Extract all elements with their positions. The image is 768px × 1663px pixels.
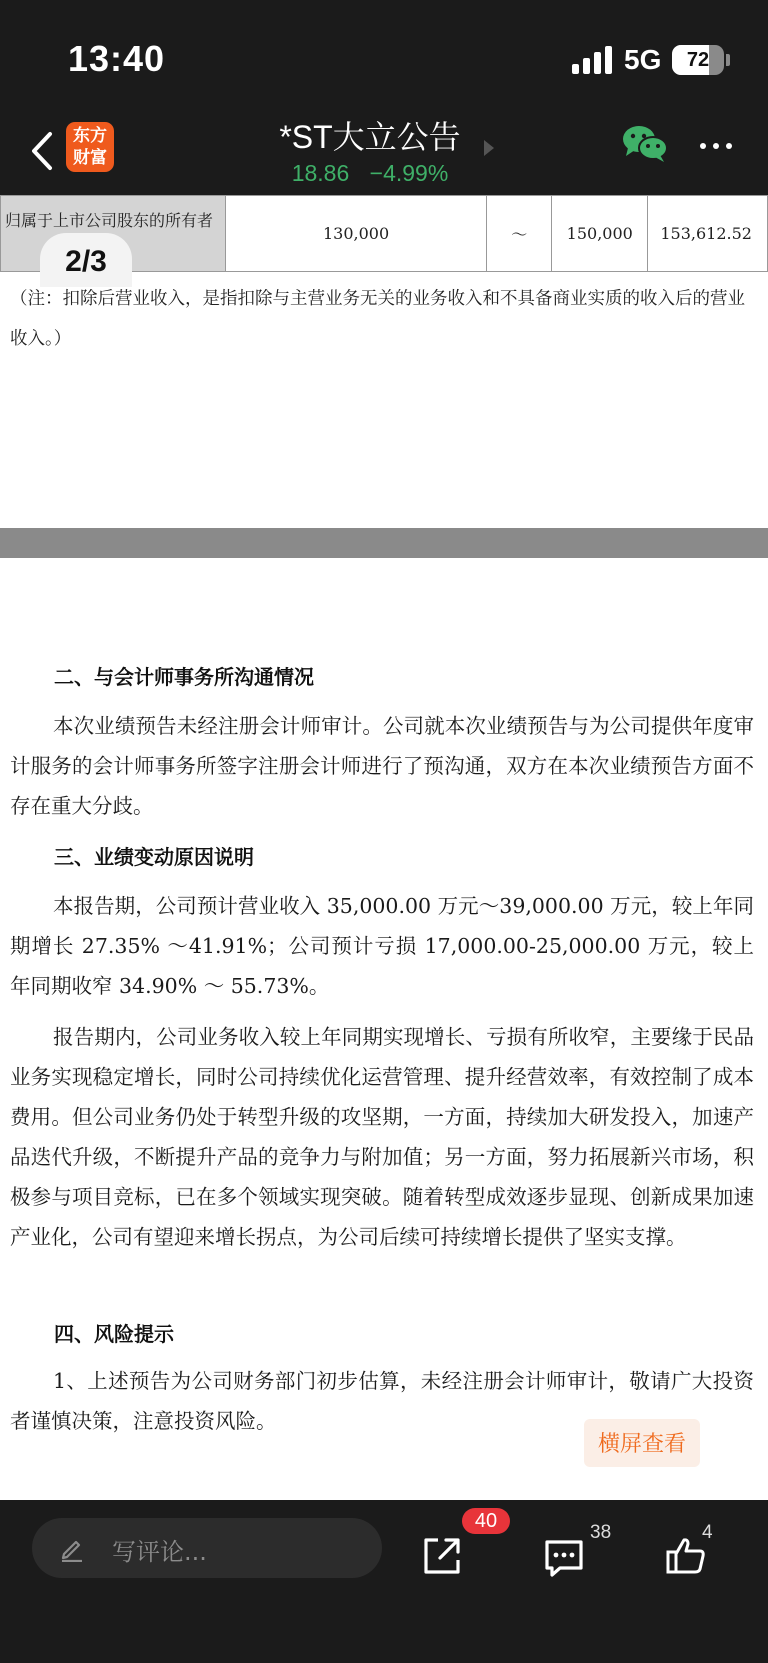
comment-placeholder: 写评论... <box>112 1538 207 1566</box>
table-cell-high: 150,000 <box>552 196 648 272</box>
logo-line-2: 财富 <box>73 148 107 168</box>
title-arrow-icon <box>484 140 494 156</box>
section-heading-2: 二、与会计师事务所沟通情况 <box>54 665 314 689</box>
share-icon <box>420 1534 464 1578</box>
back-button[interactable] <box>22 126 62 176</box>
section-3-paragraph-2: 报告期内，公司业务收入较上年同期实现增长、亏损有所收窄，主要缘于民品业务实现稳定增长，同时公司持续优化运营管理、提升经营效率，有效控制了成本费用。但公司业务仍处于转型升级的攻坚期，一方面，持续加大研发投入，加速产品迭代升级，不断提升产品的竞争力与附加值；另一方面，努力拓展新兴市场，积极参与项目竞标，已在多个领域实现突破。随着转型成效逐步显现、创新成果加速产业化，公司有望迎来增长拐点，为公司后续可持续增长提供了坚实支撑。 <box>10 1025 754 1249</box>
status-bar <box>0 0 768 120</box>
section-3-paragraph-1: 本报告期，公司预计营业收入 35,000.00 万元～39,000.00 万元，较上年同期增长 27.35% ～41.91%；公司预计亏损 17,000.00-25,000.00 万元，较上年同期收窄 34.90% ～ 55.73%。 <box>10 894 754 998</box>
section-4-paragraph: 1、上述预告为公司财务部门初步估算，未经注册会计师审计，敬请广大投资者谨慎决策，注意投资风险。 <box>10 1369 754 1433</box>
signal-icon <box>572 46 614 74</box>
page-indicator: 2/3 <box>40 233 132 287</box>
section-2-paragraph: 本次业绩预告未经注册会计师审计。公司就本次业绩预告与为公司提供年度审计服务的会计师事务所签字注册会计师进行了预沟通，双方在本次业绩预告方面不存在重大分歧。 <box>10 714 754 818</box>
page-title: *ST大立公告 <box>279 119 461 155</box>
back-icon <box>22 126 62 176</box>
table-cell-tilde: ～ <box>487 196 552 272</box>
comments-button[interactable] <box>542 1536 586 1580</box>
comment-input[interactable] <box>32 1518 382 1578</box>
pen-icon <box>58 1534 86 1562</box>
stock-price: 18.86 <box>291 160 350 186</box>
wechat-share-button[interactable] <box>622 124 668 164</box>
comment-icon <box>542 1536 586 1580</box>
app-logo <box>66 122 114 172</box>
section-heading-4: 四、风险提示 <box>54 1322 174 1346</box>
stock-change: −4.99% <box>369 160 449 186</box>
like-count: 4 <box>702 1522 713 1543</box>
table-cell-prior: 153,612.52 <box>648 196 768 272</box>
bottom-action-bar <box>0 1500 768 1663</box>
landscape-view-button[interactable]: 横屏查看 <box>584 1419 700 1467</box>
wechat-icon <box>622 124 668 164</box>
logo-line-1: 东方 <box>73 126 107 146</box>
battery-cap <box>726 54 730 66</box>
battery-icon <box>672 45 724 75</box>
section-heading-3: 三、业绩变动原因说明 <box>54 845 254 869</box>
comment-count: 38 <box>590 1522 612 1543</box>
share-count-badge: 40 <box>462 1508 510 1534</box>
table-cell-label: 归属于上市公司股东的所有者 <box>1 196 226 272</box>
table-note: （注：扣除后营业收入，是指扣除与主营业务无关的业务收入和不具备商业实质的收入后的营业收入。） <box>10 289 745 349</box>
table-cell-low: 130,000 <box>225 196 487 272</box>
status-time: 13:40 <box>68 38 166 79</box>
more-button[interactable] <box>696 136 736 156</box>
page-separator <box>0 528 768 558</box>
share-button[interactable] <box>420 1534 464 1578</box>
battery-percent: 72 <box>686 49 710 71</box>
announcement-document[interactable] <box>0 195 768 1500</box>
stock-quote <box>200 160 540 187</box>
nav-bar <box>0 110 768 195</box>
network-type: 5G <box>624 44 662 75</box>
